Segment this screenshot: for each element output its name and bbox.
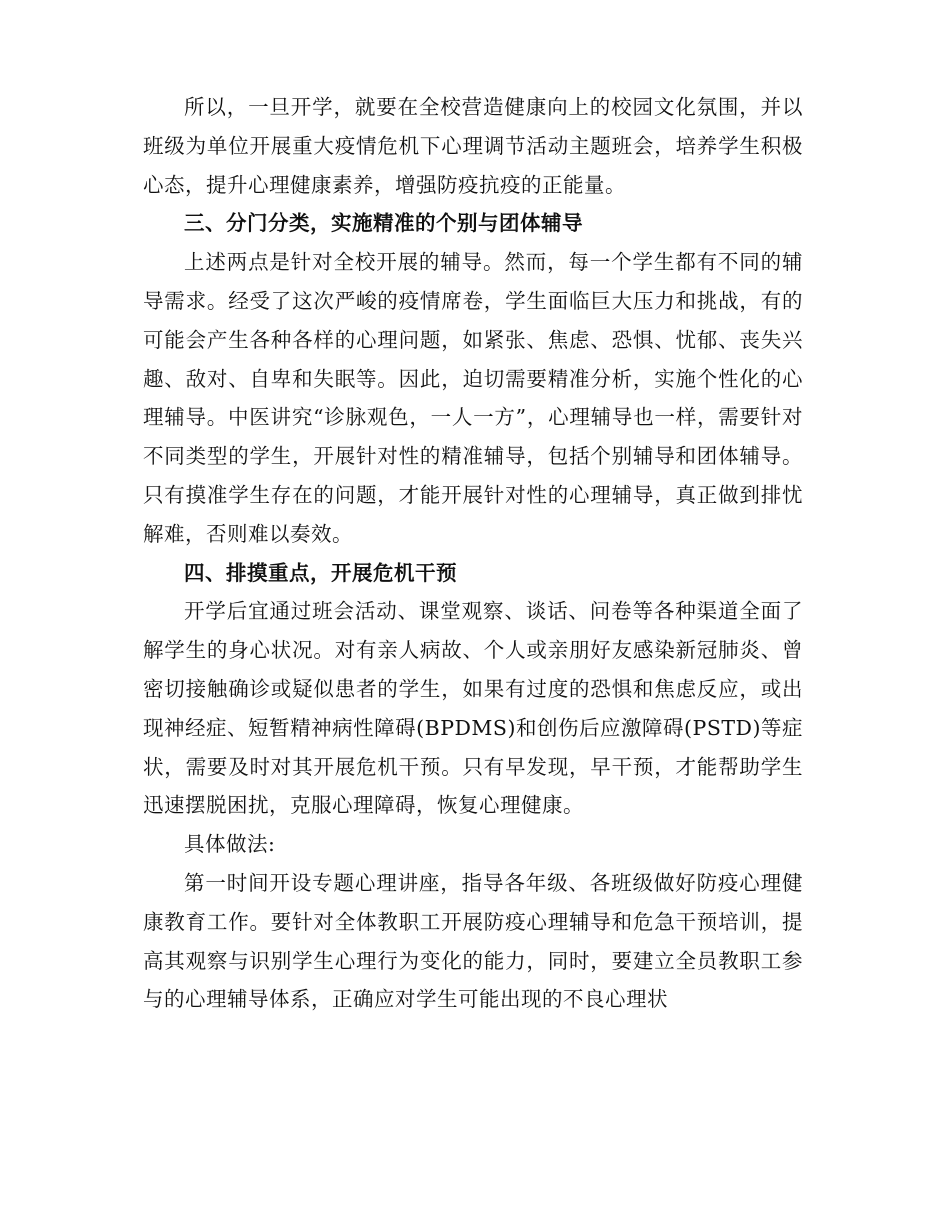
- paragraph-precise-counseling: 上述两点是针对全校开展的辅导。然而，每一个学生都有不同的辅导需求。经受了这次严峻的疫情席卷，学生面临巨大压力和挑战，有的可能会产生各种各样的心理问题，如紧张、焦虑、恐惧、忧郁、丧失兴趣、敌对、自卑和失眠等。因此，迫切需要精准分析，实施个性化的心理辅导。中医讲究“诊脉观色，一人一方”，心理辅导也一样，需要针对不同类型的学生，开展针对性的精准辅导，包括个别辅导和团体辅导。只有摸准学生存在的问题，才能开展针对性的心理辅导，真正做到排忧解难，否则难以奏效。: [143, 250, 803, 546]
- section-heading-4: 四、排摸重点，开展危机干预: [184, 560, 457, 585]
- paragraph-crisis-intervention: 开学后宜通过班会活动、课堂观察、谈话、问卷等各种渠道全面了解学生的身心状况。对有亲人病故、个人或亲朋好友感染新冠肺炎、曾密切接触确诊或疑似患者的学生，如果有过度的恐惧和焦虑反应，或出现神经症、短暂精神病性障碍(BPDMS)和创伤后应激障碍(PSTD)等症状，需要及时对其开展危机干预。只有早发现，早干预，才能帮助学生迅速摆脱困扰，克服心理障碍，恢复心理健康。: [143, 599, 803, 818]
- section-heading-3: 三、分门分类，实施精准的个别与团体辅导: [184, 211, 583, 236]
- paragraph-methods-label: 具体做法:: [184, 832, 276, 857]
- paragraph-first-measures: 第一时间开设专题心理讲座，指导各年级、各班级做好防疫心理健康教育工作。要针对全体教职工开展防疫心理辅导和危急干预培训，提高其观察与识别学生心理行为变化的能力，同时，要建立全员教职工参与的心理辅导体系，正确应对学生可能出现的不良心理状: [143, 870, 803, 1012]
- paragraph-campus-atmosphere: 所以，一旦开学，就要在全校营造健康向上的校园文化氛围，并以班级为单位开展重大疫情危机下心理调节活动主题班会，培养学生积极心态，提升心理健康素养，增强防疫抗疫的正能量。: [143, 95, 803, 197]
- document-body: [143, 88, 803, 1019]
